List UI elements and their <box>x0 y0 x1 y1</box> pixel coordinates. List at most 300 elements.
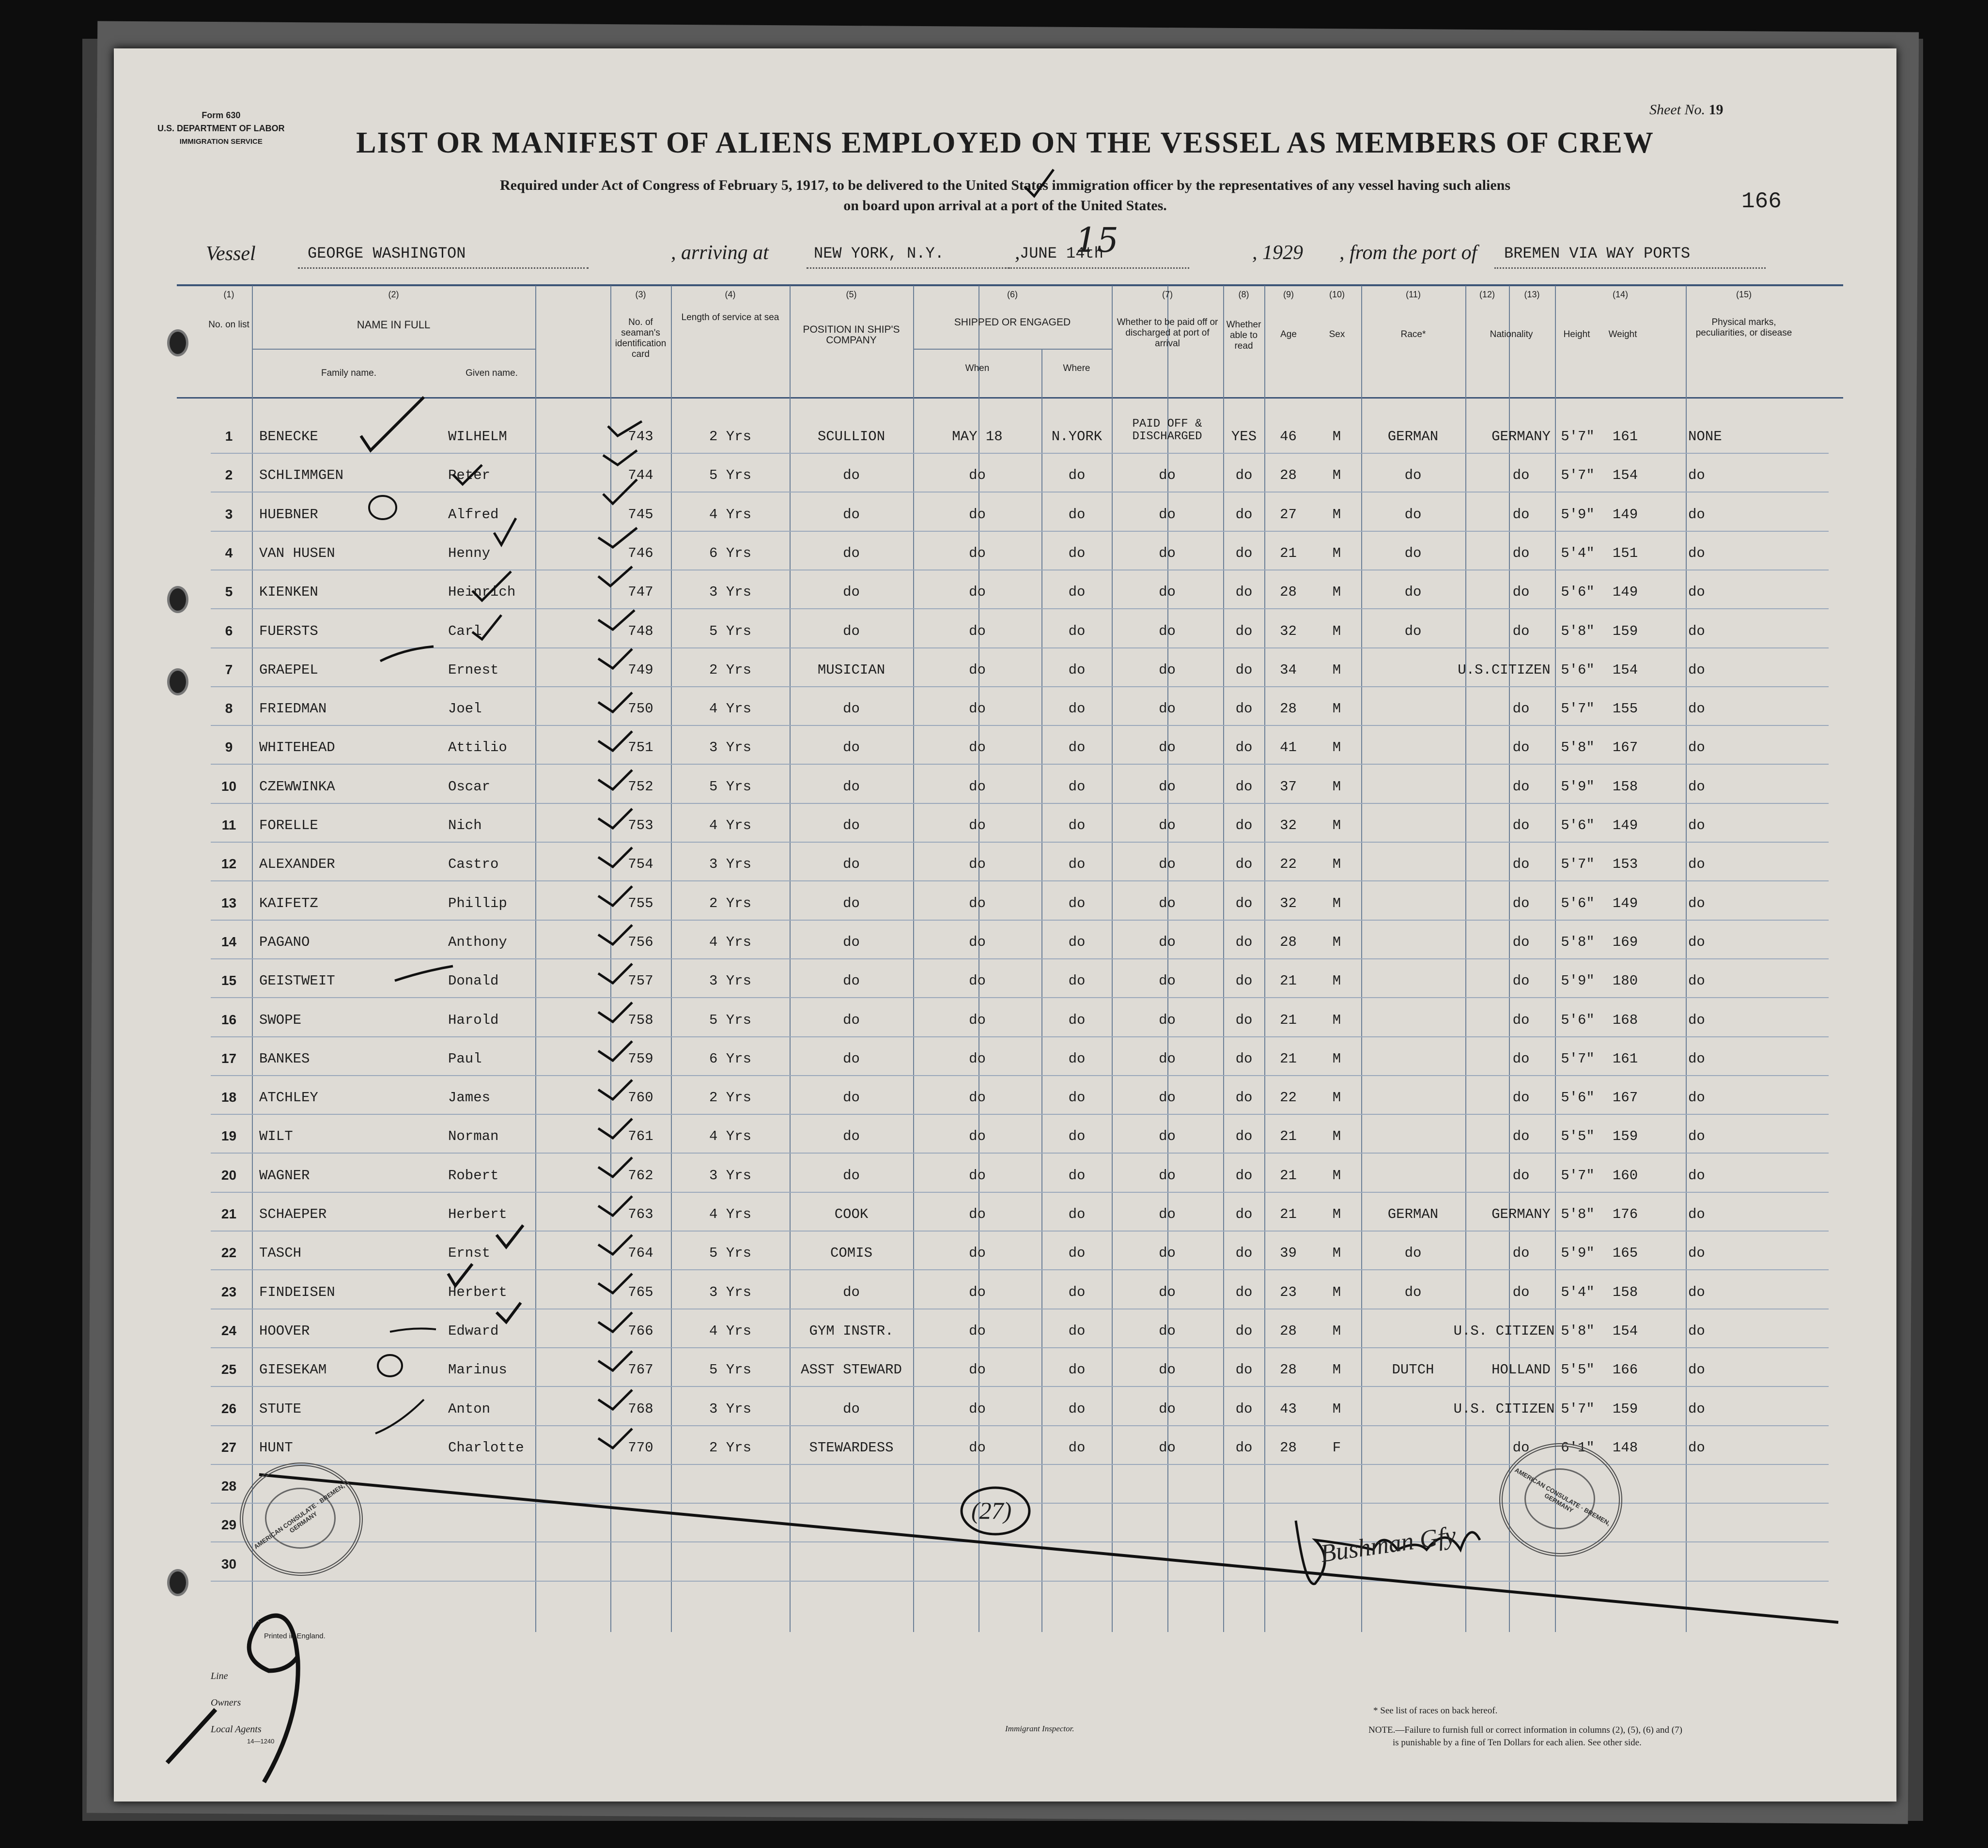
header-family-name: Family name. <box>321 368 377 378</box>
cell-height: 5'5" <box>1561 1128 1595 1145</box>
cell-paid: do <box>1159 934 1176 950</box>
cell-service: 4 Yrs <box>709 1323 751 1339</box>
cell-marks: do <box>1688 1167 1705 1184</box>
cell-sex: M <box>1332 1323 1341 1339</box>
cell-weight: 158 <box>1612 1284 1638 1300</box>
cell-no: 9 <box>225 739 233 755</box>
cell-race: DUTCH <box>1392 1362 1434 1378</box>
cell-family: ALEXANDER <box>259 856 335 873</box>
cell-age: 43 <box>1280 1401 1297 1417</box>
cell-service: 5 Yrs <box>709 1245 751 1262</box>
cell-weight: 176 <box>1612 1206 1638 1222</box>
cell-card: 763 <box>628 1206 653 1222</box>
cell-family: FINDEISEN <box>259 1284 335 1300</box>
header-name-in-full: NAME IN FULL <box>357 319 431 331</box>
cell-sex: M <box>1332 1206 1341 1222</box>
cell-sex: M <box>1332 739 1341 756</box>
cell-where: do <box>1068 856 1086 873</box>
cell-weight: 155 <box>1612 701 1638 717</box>
cell-no: 10 <box>221 778 237 794</box>
cell-height: 5'7" <box>1561 1167 1595 1184</box>
cell-marks: do <box>1688 701 1705 717</box>
cell-age: 46 <box>1280 429 1297 445</box>
cell-no: 3 <box>225 506 233 522</box>
cell-marks: do <box>1688 584 1705 601</box>
cell-family: GEISTWEIT <box>259 973 335 989</box>
form-code: 14—1240 <box>247 1738 275 1745</box>
cell-position: STEWARDESS <box>809 1439 894 1456</box>
column-number: (7) <box>1162 290 1173 299</box>
cell-given: Joel <box>448 701 482 717</box>
cell-height: 5'8" <box>1561 739 1595 756</box>
cell-given: Paul <box>448 1050 482 1067</box>
cell-race: do <box>1404 506 1422 523</box>
header-height: Height <box>1563 329 1590 339</box>
cell-paid: do <box>1159 973 1176 989</box>
cell-no: 2 <box>225 467 233 483</box>
cell-no: 23 <box>221 1284 237 1299</box>
vessel-name: GEORGE WASHINGTON <box>308 245 466 262</box>
service: IMMIGRATION SERVICE <box>179 138 263 146</box>
signature: Bushman Gfy <box>1319 1521 1458 1568</box>
cell-card: 745 <box>628 506 653 523</box>
cell-service: 2 Yrs <box>709 662 751 678</box>
cell-when: do <box>969 1362 986 1378</box>
header-position: POSITION IN SHIP'S COMPANY <box>803 324 900 346</box>
header-when: When <box>965 363 990 373</box>
cell-where: do <box>1068 1284 1086 1300</box>
cell-sex: M <box>1332 506 1341 523</box>
cell-nationality: do <box>1512 1128 1530 1145</box>
cell-position: do <box>843 1012 860 1028</box>
cell-position: do <box>843 973 860 989</box>
cell-given: Herbert <box>448 1206 507 1222</box>
cell-weight: 168 <box>1612 1012 1638 1028</box>
cell-when: do <box>969 584 986 601</box>
header-age: Age <box>1280 329 1297 339</box>
cell-age: 28 <box>1280 1323 1297 1339</box>
cell-when: do <box>969 623 986 639</box>
cell-family: WHITEHEAD <box>259 739 335 756</box>
column-number: (9) <box>1283 290 1294 299</box>
cell-position: GYM INSTR. <box>809 1323 894 1339</box>
cell-where: do <box>1068 701 1086 717</box>
cell-marks: do <box>1688 934 1705 950</box>
cell-position: do <box>843 1050 860 1067</box>
column-number: (3) <box>635 290 646 299</box>
cell-given: Oscar <box>448 778 491 795</box>
dash-mark <box>375 1400 424 1433</box>
cell-age: 21 <box>1280 1050 1297 1067</box>
cell-given: Phillip <box>448 895 507 911</box>
arrival-date-handwritten: 15 <box>1075 220 1119 260</box>
subtitle-line-1: Required under Act of Congress of February 5, 1917, to be delivered to the United States immigration officer by the representatives of any vessel having such aliens <box>500 177 1510 193</box>
cell-height: 5'7" <box>1561 856 1595 873</box>
cell-nationality: do <box>1512 973 1530 989</box>
cell-paid: do <box>1159 1401 1176 1417</box>
cell-card: 759 <box>628 1050 653 1067</box>
cell-position: do <box>843 895 860 911</box>
cell-age: 27 <box>1280 506 1297 523</box>
cell-when: do <box>969 1206 986 1222</box>
cell-nationality: U.S. CITIZEN <box>1453 1323 1555 1339</box>
cell-nationality: do <box>1512 1090 1530 1106</box>
cell-paid: do <box>1159 1284 1176 1300</box>
cell-marks: do <box>1688 1284 1705 1300</box>
cell-when: do <box>969 1439 986 1456</box>
cell-sex: M <box>1332 701 1341 717</box>
footer-owners-label: Owners <box>211 1697 241 1708</box>
cell-sex: M <box>1332 1401 1341 1417</box>
cell-weight: 169 <box>1612 934 1638 950</box>
cell-read: do <box>1235 973 1253 989</box>
circle-mark <box>378 1355 402 1376</box>
cell-read: do <box>1235 1401 1253 1417</box>
cell-where: do <box>1068 623 1086 639</box>
cell-marks: do <box>1688 1050 1705 1067</box>
cell-position: do <box>843 584 860 601</box>
cell-age: 21 <box>1280 1206 1297 1222</box>
cell-weight: 149 <box>1612 584 1638 601</box>
cell-race: GERMAN <box>1387 429 1439 445</box>
cell-card: 754 <box>628 856 653 873</box>
cell-when: MAY 18 <box>952 429 1003 445</box>
cell-service: 5 Yrs <box>709 1012 751 1028</box>
cell-height: 5'8" <box>1561 934 1595 950</box>
cell-service: 5 Yrs <box>709 778 751 795</box>
cell-marks: do <box>1688 1012 1705 1028</box>
cell-nationality: U.S.CITIZEN <box>1458 662 1551 678</box>
cell-marks: do <box>1688 1401 1705 1417</box>
cell-read: do <box>1235 739 1253 756</box>
check-mark <box>497 1303 521 1322</box>
cell-marks: do <box>1688 1206 1705 1222</box>
cell-nationality: do <box>1512 778 1530 795</box>
cell-weight: 161 <box>1612 429 1638 445</box>
cell-read: do <box>1235 467 1253 484</box>
cell-paid: do <box>1159 662 1176 678</box>
cell-nationality: do <box>1512 506 1530 523</box>
cell-service: 3 Yrs <box>709 973 751 989</box>
cell-where: do <box>1068 817 1086 833</box>
cell-no: 6 <box>225 623 233 638</box>
manifest-page <box>114 48 1896 1802</box>
cell-weight: 180 <box>1612 973 1638 989</box>
cell-where: do <box>1068 1362 1086 1378</box>
cell-service: 2 Yrs <box>709 1439 751 1456</box>
cell-where: do <box>1068 506 1086 523</box>
cell-read: do <box>1235 1128 1253 1145</box>
cell-marks: do <box>1688 1362 1705 1378</box>
cell-nationality: HOLLAND <box>1491 1362 1551 1378</box>
cell-given: James <box>448 1090 491 1106</box>
cell-no: 4 <box>225 545 233 560</box>
title-check <box>1025 169 1054 196</box>
cell-service: 3 Yrs <box>709 1401 751 1417</box>
cell-read: do <box>1235 1245 1253 1262</box>
check-mark <box>361 397 424 450</box>
cell-race: GERMAN <box>1387 1206 1439 1222</box>
cell-no: 28 <box>221 1478 237 1494</box>
cell-given: Alfred <box>448 506 499 523</box>
cell-card: 748 <box>628 623 653 639</box>
cell-family: KAIFETZ <box>259 895 318 911</box>
cell-read: do <box>1235 701 1253 717</box>
cell-paid: do <box>1159 1206 1176 1222</box>
cell-no: 13 <box>221 895 237 910</box>
cell-nationality: do <box>1512 856 1530 873</box>
cell-service: 3 Yrs <box>709 1167 751 1184</box>
cell-read: do <box>1235 817 1253 833</box>
cell-race: do <box>1404 545 1422 561</box>
cell-given: Robert <box>448 1167 499 1184</box>
cell-age: 28 <box>1280 467 1297 484</box>
cell-card: 764 <box>628 1245 653 1262</box>
cell-height: 5'7" <box>1561 467 1595 484</box>
cell-position: do <box>843 856 860 873</box>
cell-nationality: do <box>1512 1284 1530 1300</box>
cell-marks: do <box>1688 817 1705 833</box>
cell-where: N.YORK <box>1051 429 1103 445</box>
cell-no: 26 <box>221 1401 237 1416</box>
cell-card: 753 <box>628 817 653 833</box>
consulate-stamp-left <box>240 1463 363 1576</box>
cell-weight: 154 <box>1612 467 1638 484</box>
dash-mark <box>395 966 453 981</box>
cell-no: 1 <box>225 429 233 444</box>
cell-position: COOK <box>834 1206 869 1222</box>
cell-paid: PAID OFF & DISCHARGED <box>1132 417 1202 443</box>
cell-card: 761 <box>628 1128 653 1145</box>
cell-no: 20 <box>221 1167 237 1183</box>
arrival-port: NEW YORK, N.Y. <box>814 245 944 262</box>
cell-paid: do <box>1159 623 1176 639</box>
circle-mark <box>369 496 396 519</box>
cell-read: do <box>1235 1012 1253 1028</box>
cell-where: do <box>1068 1167 1086 1184</box>
cell-read: do <box>1235 584 1253 601</box>
cell-when: do <box>969 817 986 833</box>
printed-in: Printed in England. <box>264 1632 326 1640</box>
cell-nationality: do <box>1512 584 1530 601</box>
column-number: (8) <box>1238 290 1249 299</box>
cell-where: do <box>1068 1323 1086 1339</box>
cell-read: YES <box>1231 429 1257 445</box>
dash-mark <box>380 647 434 661</box>
cell-where: do <box>1068 1439 1086 1456</box>
cell-given: Donald <box>448 973 499 989</box>
cell-card: 758 <box>628 1012 653 1028</box>
cell-nationality: do <box>1512 1012 1530 1028</box>
cell-given: Edward <box>448 1323 499 1339</box>
cell-paid: do <box>1159 895 1176 911</box>
arriving-label: , arriving at <box>671 242 769 264</box>
cell-sex: M <box>1332 467 1341 484</box>
cell-read: do <box>1235 1206 1253 1222</box>
cell-when: do <box>969 1012 986 1028</box>
cell-weight: 149 <box>1612 817 1638 833</box>
cell-card: 757 <box>628 973 653 989</box>
cell-where: do <box>1068 1012 1086 1028</box>
cell-family: HUEBNER <box>259 506 318 523</box>
cell-where: do <box>1068 1245 1086 1262</box>
cell-marks: do <box>1688 1439 1705 1456</box>
cell-marks: do <box>1688 973 1705 989</box>
header-no-on-list: No. on list <box>208 320 249 330</box>
cell-paid: do <box>1159 506 1176 523</box>
cell-card: 751 <box>628 739 653 756</box>
cell-no: 21 <box>221 1206 237 1221</box>
cell-weight: 149 <box>1612 895 1638 911</box>
cell-family: FORELLE <box>259 817 318 833</box>
cell-read: do <box>1235 1439 1253 1456</box>
cell-when: do <box>969 545 986 561</box>
cell-height: 5'6" <box>1561 895 1595 911</box>
cell-service: 5 Yrs <box>709 1362 751 1378</box>
cell-family: KIENKEN <box>259 584 318 601</box>
check-mark <box>448 1264 472 1286</box>
cell-age: 32 <box>1280 895 1297 911</box>
cell-nationality: do <box>1512 545 1530 561</box>
cell-read: do <box>1235 856 1253 873</box>
cell-card: 743 <box>628 429 653 445</box>
cell-position: do <box>843 817 860 833</box>
cell-when: do <box>969 973 986 989</box>
cell-sex: M <box>1332 1012 1341 1028</box>
cell-sex: M <box>1332 623 1341 639</box>
cell-height: 5'4" <box>1561 545 1595 561</box>
cell-given: Castro <box>448 856 499 873</box>
cell-position: do <box>843 545 860 561</box>
cell-paid: do <box>1159 739 1176 756</box>
cell-weight: 161 <box>1612 1050 1638 1067</box>
cell-family: GRAEPEL <box>259 662 318 678</box>
cell-no: 8 <box>225 701 233 716</box>
cell-weight: 148 <box>1612 1439 1638 1456</box>
cell-nationality: do <box>1512 1050 1530 1067</box>
cell-service: 4 Yrs <box>709 934 751 950</box>
cell-weight: 158 <box>1612 778 1638 795</box>
cell-where: do <box>1068 584 1086 601</box>
header-physical-marks: Physical marks, peculiarities, or disease <box>1695 317 1792 338</box>
cell-family: HUNT <box>259 1439 293 1456</box>
cell-family: BANKES <box>259 1050 310 1067</box>
cell-family: FUERSTS <box>259 623 318 639</box>
cell-age: 21 <box>1280 973 1297 989</box>
cell-position: do <box>843 623 860 639</box>
cell-sex: M <box>1332 1050 1341 1067</box>
header-length-service: Length of service at sea <box>681 312 779 323</box>
cell-family: SWOPE <box>259 1012 302 1028</box>
cell-position: do <box>843 1128 860 1145</box>
cell-card: 750 <box>628 701 653 717</box>
cell-position: COMIS <box>830 1245 872 1262</box>
cell-age: 39 <box>1280 1245 1297 1262</box>
cell-no: 27 <box>221 1439 237 1455</box>
cell-no: 25 <box>221 1362 237 1377</box>
stamp-text: AMERICAN CONSULATE · BREMEN, GERMANY <box>1513 1466 1612 1527</box>
cell-age: 28 <box>1280 1362 1297 1378</box>
cell-read: do <box>1235 778 1253 795</box>
cell-when: do <box>969 506 986 523</box>
check-mark <box>494 518 516 545</box>
cell-nationality: do <box>1512 739 1530 756</box>
cell-service: 2 Yrs <box>709 429 751 445</box>
cell-family: SCHLIMMGEN <box>259 467 344 484</box>
cell-when: do <box>969 778 986 795</box>
cell-age: 28 <box>1280 934 1297 950</box>
cell-age: 28 <box>1280 1439 1297 1456</box>
cell-age: 22 <box>1280 856 1297 873</box>
cell-race: do <box>1404 623 1422 639</box>
cell-read: do <box>1235 1323 1253 1339</box>
cell-when: do <box>969 739 986 756</box>
cell-family: CZEWWINKA <box>259 778 335 795</box>
cell-no: 11 <box>221 817 236 832</box>
cell-race: do <box>1404 467 1422 484</box>
cell-family: GIESEKAM <box>259 1362 327 1378</box>
cell-card: 768 <box>628 1401 653 1417</box>
cell-where: do <box>1068 545 1086 561</box>
header-paid-off: Whether to be paid off or discharged at port of arrival <box>1117 317 1218 349</box>
cell-sex: M <box>1332 778 1341 795</box>
cell-weight: 166 <box>1612 1362 1638 1378</box>
cell-service: 4 Yrs <box>709 506 751 523</box>
cell-weight: 159 <box>1612 1128 1638 1145</box>
cell-where: do <box>1068 973 1086 989</box>
cell-age: 28 <box>1280 584 1297 601</box>
cell-weight: 151 <box>1612 545 1638 561</box>
cell-card: 744 <box>628 467 653 484</box>
cell-service: 4 Yrs <box>709 701 751 717</box>
year: , 1929 <box>1252 242 1303 264</box>
cell-read: do <box>1235 623 1253 639</box>
cell-age: 21 <box>1280 1167 1297 1184</box>
cell-marks: do <box>1688 1128 1705 1145</box>
cell-card: 765 <box>628 1284 653 1300</box>
cell-paid: do <box>1159 1362 1176 1378</box>
cell-marks: do <box>1688 1090 1705 1106</box>
cell-card: 752 <box>628 778 653 795</box>
cell-weight: 165 <box>1612 1245 1638 1262</box>
cell-read: do <box>1235 506 1253 523</box>
cell-position: do <box>843 739 860 756</box>
cell-given: Marinus <box>448 1362 507 1378</box>
cell-race: do <box>1404 1245 1422 1262</box>
cell-when: do <box>969 662 986 678</box>
cell-weight: 167 <box>1612 739 1638 756</box>
cell-sex: M <box>1332 934 1341 950</box>
cell-nationality: do <box>1512 1439 1530 1456</box>
penalty-note <box>1368 1724 1682 1749</box>
cell-age: 34 <box>1280 662 1297 678</box>
from-label: , from the port of <box>1339 242 1477 264</box>
cell-weight: 167 <box>1612 1090 1638 1106</box>
cell-card: 747 <box>628 584 653 601</box>
comma: , <box>1015 242 1020 264</box>
column-number: (14) <box>1612 290 1628 299</box>
header-seaman-card: No. of seaman's identification card <box>615 317 667 359</box>
cell-height: 5'8" <box>1561 1323 1595 1339</box>
cell-paid: do <box>1159 1050 1176 1067</box>
cell-height: 5'9" <box>1561 1245 1595 1262</box>
cell-marks: do <box>1688 1245 1705 1262</box>
cell-height: 5'6" <box>1561 817 1595 833</box>
cell-marks: do <box>1688 506 1705 523</box>
column-number: (6) <box>1007 290 1018 299</box>
check-mark <box>497 1225 523 1247</box>
cell-paid: do <box>1159 1323 1176 1339</box>
